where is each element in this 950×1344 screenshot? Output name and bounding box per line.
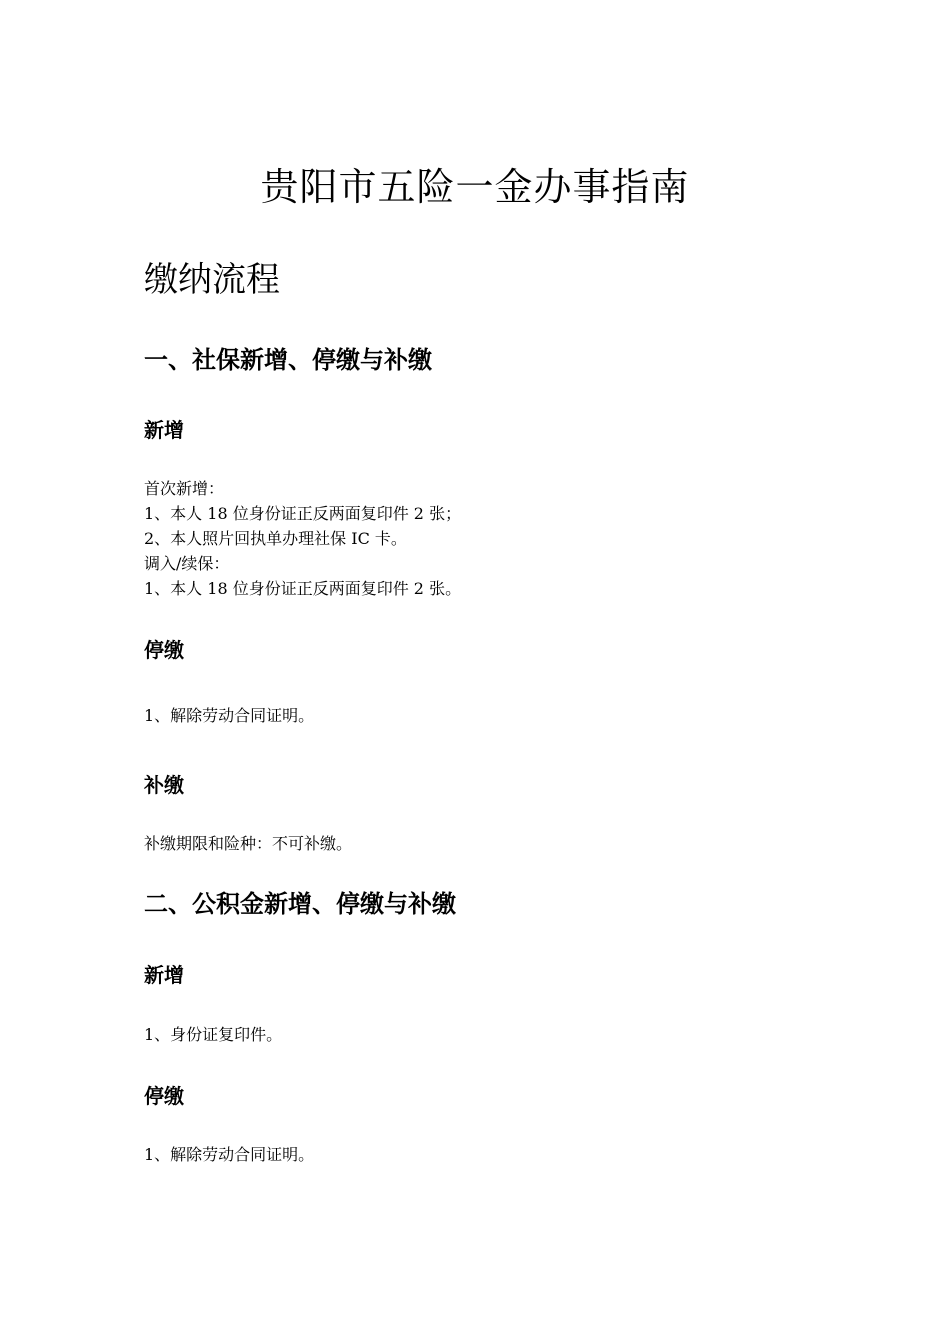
section2-stop-line-1: 1、解除劳动合同证明。 [144,1145,315,1164]
section1-stop-line-1: 1、解除劳动合同证明。 [144,706,315,725]
main-heading: 缴纳流程 [144,260,280,300]
section1-new-line-4: 调入/续保： [144,554,230,573]
section1-new-line-1: 首次新增： [144,479,225,498]
section1-new-line-2: 1、本人 18 位身份证正反两面复印件 2 张； [144,504,462,523]
section1-new-line-5: 1、本人 18 位身份证正反两面复印件 2 张。 [144,579,462,598]
section2-new-heading: 新增 [144,963,184,987]
section1-heading: 一、社保新增、停缴与补缴 [144,346,432,374]
section1-supplement-line-1: 补缴期限和险种：不可补缴。 [144,834,353,853]
section1-supplement-heading: 补缴 [144,773,184,797]
section1-stop-heading: 停缴 [144,638,184,662]
section2-new-line-1: 1、身份证复印件。 [144,1025,283,1044]
section1-new-heading: 新增 [144,418,184,442]
document-title: 贵阳市五险一金办事指南 [260,165,690,209]
section2-stop-heading: 停缴 [144,1084,184,1108]
section2-heading: 二、公积金新增、停缴与补缴 [144,890,456,918]
section1-new-line-3: 2、本人照片回执单办理社保 IC 卡。 [144,529,407,548]
